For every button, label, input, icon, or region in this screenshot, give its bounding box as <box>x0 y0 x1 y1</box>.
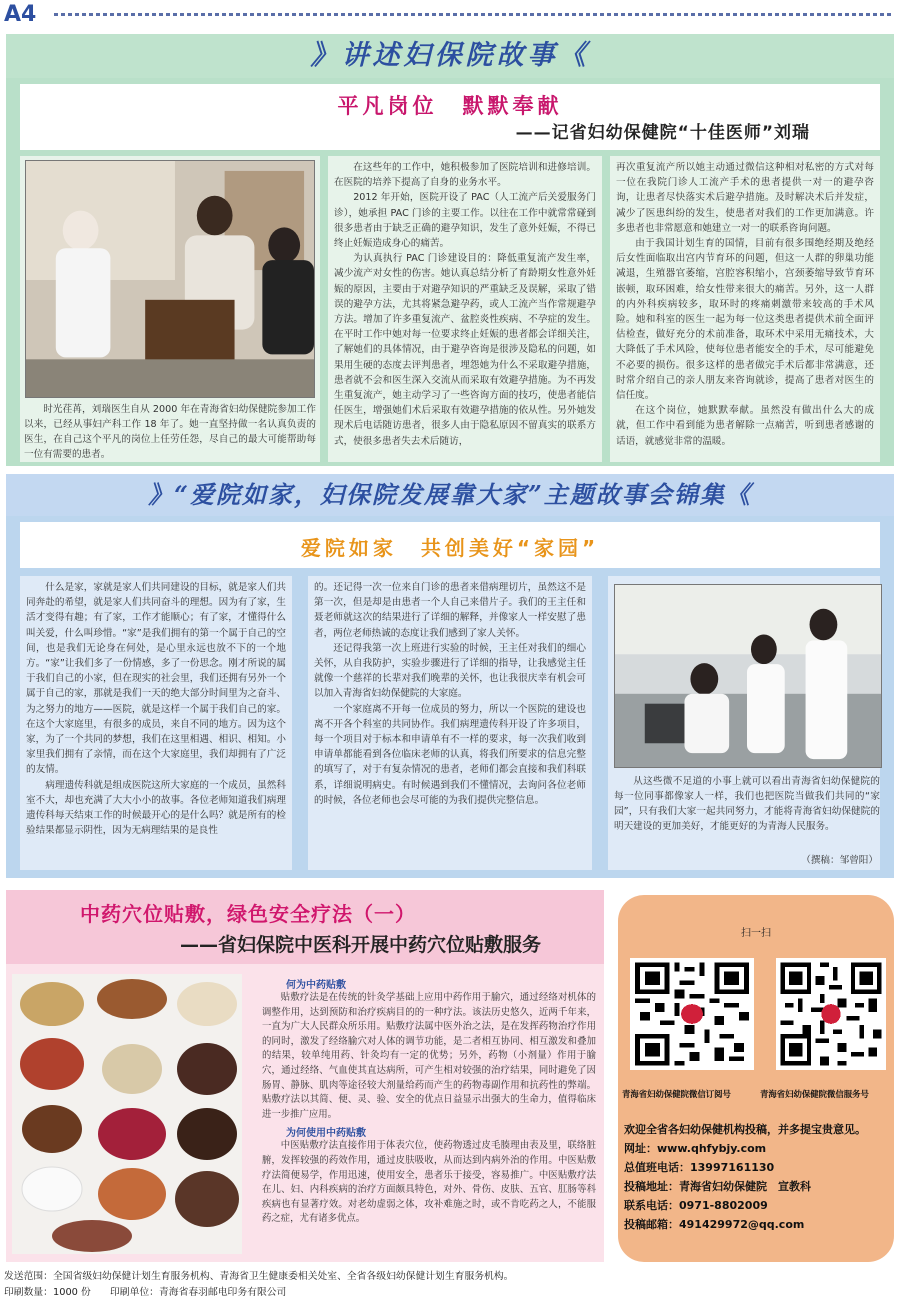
contact-website[interactable]: 网址：www.qhfybjy.com <box>624 1142 767 1155</box>
section-1-banner-text: 》讲述妇保院故事《 <box>310 40 590 71</box>
footer-distribution: 发送范围：全国省级妇幼保健计划生育服务机构、青海省卫生健康委相关处室、全省各级妇幼保健计划生育服务机构。 <box>4 1271 514 1282</box>
article-3-paragraph-1: 贴敷疗法是在传统的针灸学基础上应用中药作用于腧穴，通过经络对机体的调整作用，达到预防和治疗疾病目的的一种疗法。该法历史悠久，近两千年来，一直为广大人民群众所乐用。贴敷疗法属中医外治之法，是在发挥药物治疗作用的同时，激发了经络腧穴对人体的调节功能，是二者相互协同、相互激发和叠加的结果，较单纯用药、针灸均有一定的优势；另外，药物（小剂量）作用于腧穴，通过经络、气血使其直达病所，可产生相对较强的治疗结果，同时避免了因肠胃、静脉、肌肉等途径较大剂量给药而产生的药物毒副作用和抗药性的弊端。贴敷疗法以其简、便、灵、验、安全的优点日益显示出强大的生命力，值得临床进一步推广应用。 <box>262 992 596 1120</box>
article-2-paragraph: 还记得我第一次上班进行实验的时候，王主任对我们的细心关怀，从自我防护，实验步骤进行了详细的指导，让我感觉主任就像一个慈祥的长辈对我们晚辈的关怀，也让我很庆幸有机会可以加入青海省妇幼保健院的大家庭。 <box>314 642 586 700</box>
article-1-column-2 <box>328 156 602 462</box>
section-2-banner <box>6 474 894 516</box>
article-3-subtitle: ——省妇保院中医科开展中药穴位贴敷服务 <box>180 934 542 956</box>
article-1-title: 平凡岗位 默默奉献 <box>337 94 563 118</box>
herbal-medicine-photo <box>12 974 242 1254</box>
scan-label: 扫一扫 <box>741 928 771 939</box>
qr-code-icon <box>630 958 754 1070</box>
photo-illustration <box>26 161 314 397</box>
byline: （撰稿：邹曾阳） <box>801 855 878 866</box>
page-number: A4 <box>4 2 37 27</box>
section-2-banner-text: 》“爱院如家，妇保院发展靠大家”主题故事会锦集《 <box>148 480 752 509</box>
article-1-paragraph: 在这些年的工作中，她积极参加了医院培训和进修培训。在医院的培养下提高了自身的业务水平。 <box>334 162 596 189</box>
article-1-subtitle: ——记省妇幼保健院“十佳医师”刘瑞 <box>515 123 810 143</box>
photo-caption: 时光荏苒，刘瑞医生自从 2000 年在青海省妇幼保健院参加工作以来，已经从事妇产科工作 18 年了。她一直坚持做一名认真负责的医生，在自己这个平凡的岗位上任劳任怨，尽自己的最大可能帮助每一位有需要的患者。 <box>24 404 316 460</box>
contact-welcome: 欢迎全省各妇幼保健机构投稿，并多提宝贵意见。 <box>624 1123 866 1136</box>
contact-info <box>624 1120 890 1234</box>
contact-phone: 联系电话：0971-8802009 <box>624 1199 768 1212</box>
article-1-paragraph: 2012 年开始，医院开设了 PAC（人工流产后关爱服务门诊），她承担 PAC 门诊的主要工作。以往在工作中就常常碰到很多患者由于缺乏正确的避孕知识，发生了意外妊娠，不得已终止妊娠造成身心的痛苦。 <box>334 192 596 250</box>
article-1-column-3 <box>610 156 880 462</box>
contact-email[interactable]: 投稿邮箱：491429972@qq.com <box>624 1218 805 1231</box>
contact-address: 投稿地址：青海省妇幼保健院 宣教科 <box>624 1180 811 1193</box>
qr-label-subscription: 青海省妇幼保健院微信订阅号 <box>622 1089 731 1099</box>
section-1-title-box <box>20 84 880 150</box>
article-3-title: 中药穴位贴敷，绿色安全疗法（一） <box>80 902 416 926</box>
qr-code-icon <box>776 958 886 1070</box>
lab-staff-photo <box>614 584 882 768</box>
article-2-column-1 <box>20 576 292 870</box>
article-1-paragraph: 再次重复流产所以她主动通过微信这种相对私密的方式对每一位在我院门诊人工流产手术的患者提供一对一的避孕咨询，让患者尽快落实术后避孕措施。及时解决术后并发症，减少了医患纠纷的发生，使患者对我们的工作更加满意。许多患者也非常愿意和她建立一对一的联系咨询问题。 <box>616 162 874 234</box>
contact-hotline: 总值班电话：13997161130 <box>624 1161 775 1174</box>
article-3-subhead-2: 为何使用中药贴敷 <box>286 1128 366 1140</box>
header-rule <box>54 13 892 16</box>
section-2-title-box <box>20 522 880 568</box>
doctor-consultation-photo <box>25 160 315 398</box>
qr-code-subscription[interactable] <box>630 958 754 1070</box>
section-1-banner <box>6 34 894 78</box>
lab-photo-caption: 从这些微不足道的小事上就可以看出青海省妇幼保健院的每一位同事都像家人一样，我们也把医院当做我们共同的“家园”，只有我们大家一起共同努力，才能将青海省妇幼保健院的明天建设的更加美好，才能更好的为青海人民服务。 <box>614 776 880 832</box>
article-2-paragraph: 一个家庭离不开每一位成员的努力，所以一个医院的建设也离不开各个科室的共同协作。我们病理遗传科开设了许多项目，每一个项目对于标本和申请单有不一样的要求，每一次我们收到申请单都能看到各位临床老师的认真，将我们所要求的信息完整的填写了，对于有复杂情况的患者，老师们都会直接和我们科联系，详细说明病史。有时候遇到我们不懂情况，去询问各位老师的时候，各位老师也会尽可能的为我们提供完整信息。 <box>314 703 586 806</box>
footer-printer: 印刷单位：青海省春羽邮电印务有限公司 <box>110 1287 287 1298</box>
article-1-paragraph: 在这个岗位，她默默奉献。虽然没有做出什么大的成就，但工作中看到能为患者解除一点痛苦，听到患者感谢的话语，就感觉非常的温暖。 <box>616 405 874 447</box>
article-2-paragraph: 什么是家，家就是家人们共同建设的目标，就是家人们共同奔赴的希望，就是家人们共同奋斗的理想。因为有了家，生活才变得有趣；有了家，工作才能顺心；有了家，才懂得什么叫关爱，什么叫珍惜。“家”是我们拥有的第一个属于自己的空间，也是我们无论身在何处，是心里永远也放不下的一个地方。“家”让我们多了一份情感，多了一份思念。刚才所说的属于我们自己的小家，但在现实的社会里，我们还拥有另外一个属于自己的家，那就是我们一天的绝大部分时间里为之奋斗、为之努力的地方——医院，就是这样一个属于我们自己的家。在这个大家庭里，有很多的成员，来自不同的地方。因为这个家，为了一个共同的梦想，我们在这里相遇、相识、相知。小家里我们拥有了亲情，而在这个大家庭里，我们却拥有了广泛的友情。 <box>26 582 286 776</box>
article-1-paragraph: 为认真执行 PAC 门诊建设目的：降低重复流产发生率，减少流产对女性的伤害。她认真总结分析了育龄期女性意外妊娠的原因，主要由于对避孕知识的严重缺乏及误解，采取了错误的避孕方法，尤其将紧急避孕药，或人工流产当作常规避孕方法。增加了许多重复流产、盆腔炎性疾病、不孕症的发生。在平时工作中她对每一位要求终止妊娠的患者都会详细关注，了解她们的具体情况，由于避孕咨询是很涉及隐私的问题，如果用生硬的态度去评判患者，埋怨她为什么不采取避孕措施，患者就不会和医生深入交流从而采取有效避孕措施。为不再发生重复流产，她主动学习了一些咨询方面的技巧，使患者能信任医生，增强她们术后采取有效避孕措施的依从性。另外她发现术后电话随访患者，很多人由于隐私原因不留真实的联系方式，使很多患者失去术后随访， <box>334 253 596 447</box>
article-2-title: 爱院如家 共创美好“家园” <box>300 536 600 560</box>
article-2-paragraph: 的。还记得一次一位来自门诊的患者来借病理切片，虽然这不是第一次，但是却是由患者一个人自己来借片子。我们的王主任和聂老师就这次的结果进行了详细的解释，并像家人一样安慰了患者，两位老师热诚的态度让我们感到了家人关怀。 <box>314 582 586 639</box>
article-3-text <box>262 976 596 1227</box>
article-2-column-2 <box>308 576 592 870</box>
photo-illustration <box>615 585 881 767</box>
article-3-paragraph-2: 中医贴敷疗法直接作用于体表穴位，使药物透过皮毛腠理由表及里，联络脏腑，发挥较强的药效作用，通过皮肤吸收，从而达到内病外治的作用。中医贴敷疗法简便易学，作用迅速，使用安全，患者乐于接受，容易推广。中医贴敷疗法在儿、妇、内科疾病的治疗方面颇具特色，对外、骨伤、皮肤、五官、肛肠等科疾病也有显著疗效。对老幼虚弱之体，攻补难施之时，或不肯吃药之人，不能服药之症，尤有诸多优点。 <box>262 1140 596 1225</box>
photo-illustration <box>12 974 242 1254</box>
article-1-paragraph: 由于我国计划生育的国情，目前有很多围绝经期及绝经后女性面临取出宫内节育环的问题，但这一人群的卵巢功能减退，生殖器官萎缩，宫腔容积缩小，宫颈萎缩导致节育环嵌顿，取环困难，给女性带来很大的痛苦。另外，这一人群的内外科疾病较多，取环时的疼痛刺激带来较高的手术风险。她和科室的医生一起为每一位这类患者提供术前全面评估检查，做好充分的术前准备，取环术中采用无痛技术，大大降低了手术风险，使每位患者能安全的手术，尽可能避免不必要的损伤。很多这样的患者做完手术后都非常满意，还时常介绍自己的亲人朋友来咨询就诊，提高了患者对医生的信任度。 <box>616 238 874 402</box>
article-3-subhead-1: 何为中药贴敷 <box>286 980 346 991</box>
qr-label-service: 青海省妇幼保健院微信服务号 <box>760 1089 869 1099</box>
footer-print-count: 印刷数量：1000 份 <box>4 1287 91 1298</box>
article-2-paragraph: 病理遗传科就是组成医院这所大家庭的一个成员，虽然科室不大，却也充满了大大小小的故事。各位老师知道我们病理遗传科每天结束工作的时候最开心的是什么吗？就是所有的检验结果都显示阴性，因为无病理结果的是良性 <box>26 779 286 837</box>
qr-code-service[interactable] <box>776 958 886 1070</box>
